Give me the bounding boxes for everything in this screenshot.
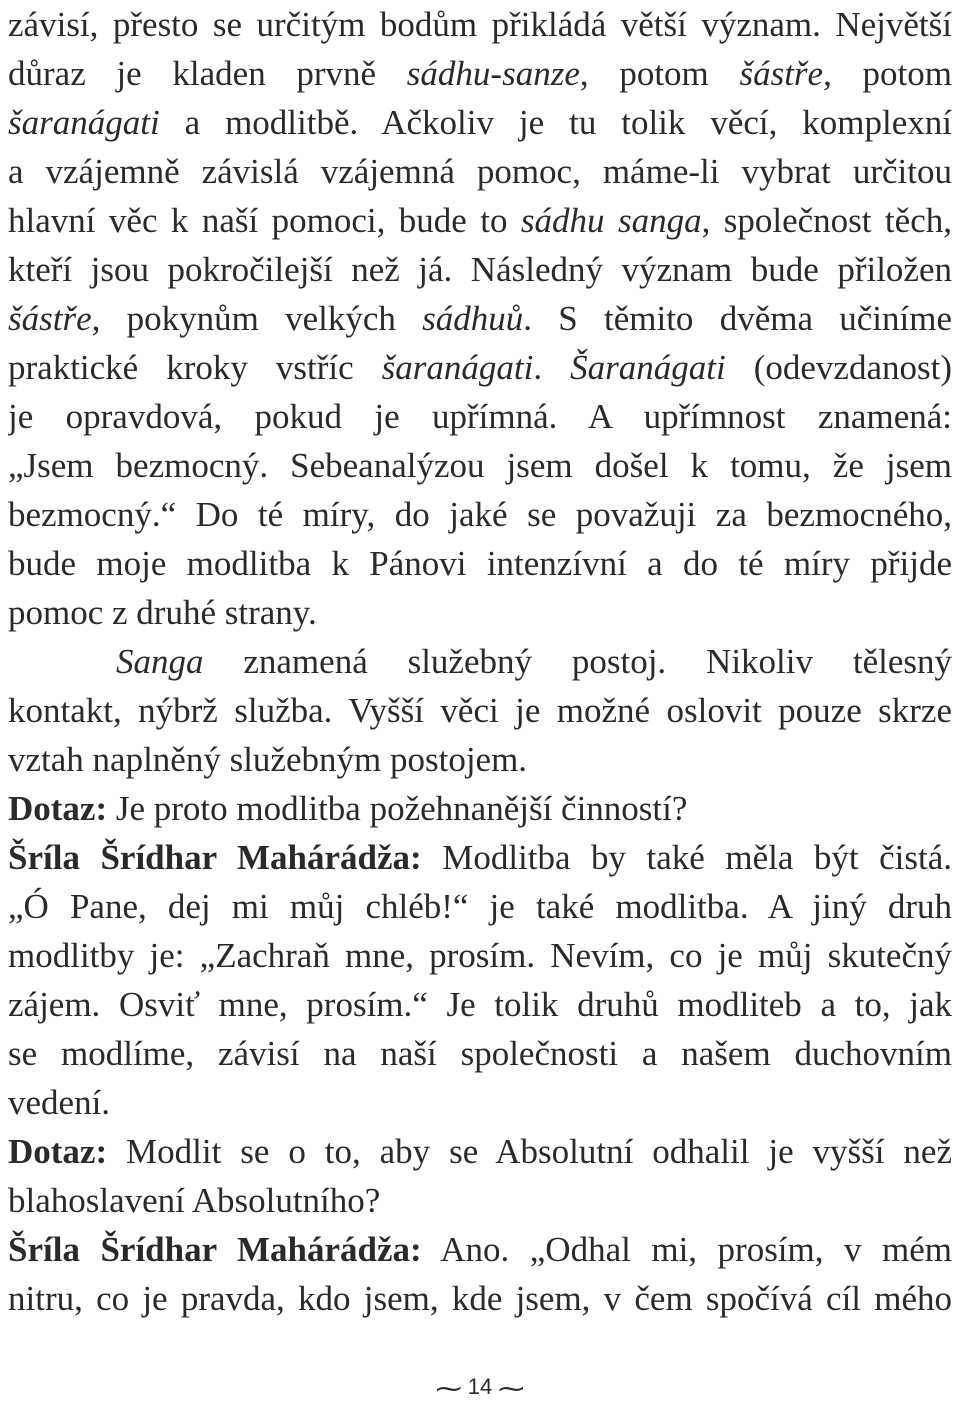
right-swash-ornament: ⁓ [498, 1373, 525, 1404]
speaker-label: Šríla Šrídhar Mahárádža: [8, 1230, 422, 1269]
italic-term: sádhu-sanze [406, 54, 580, 93]
text-run: bezmocný.“ Do té míry, do jaké se považuji za bezmocného, [8, 495, 952, 534]
italic-term: šástře [8, 299, 92, 338]
text-run: , pokynům velkých [91, 299, 423, 338]
text-line [8, 441, 952, 490]
text-run: a modlitbě. Ačkoliv je tu tolik věcí, komplexní [159, 103, 952, 142]
text-run: , společnost těch, [701, 201, 952, 240]
text-line [8, 294, 952, 343]
text-line [8, 1274, 952, 1323]
italic-term: šaranágati [381, 348, 534, 387]
italic-term: sádhuů [422, 299, 524, 338]
text-line [8, 980, 952, 1029]
text-run: vztah naplněný služebným postojem. [8, 740, 528, 779]
text-line [8, 392, 952, 441]
text-line [8, 343, 952, 392]
text-run: kontakt, nýbrž služba. Vyšší věci je možné oslovit pouze skrze [8, 691, 952, 730]
text-run: (odevzdanost) [725, 348, 952, 387]
text-line [8, 49, 952, 98]
text-run: bude moje modlitba k Pánovi intenzívní a do té míry přijde [8, 544, 952, 583]
text-run: zájem. Osviť mne, prosím.“ Je tolik druhů modliteb a to, jak [8, 985, 952, 1024]
text-line [8, 147, 952, 196]
text-run: důraz je kladen prvně [8, 54, 407, 93]
text-run: hlavní věc k naší pomoci, bude to [8, 201, 521, 240]
text-run: „Ó Pane, dej mi můj chléb!“ je také modlitba. A jiný druh [8, 887, 952, 926]
text-run: závisí, přesto se určitým bodům přikládá větší význam. Největší [8, 5, 952, 44]
text-run: Ano. „Odhal mi, prosím, v mém [421, 1230, 952, 1269]
page-footer [0, 1372, 960, 1403]
text-line [8, 882, 952, 931]
text-line [8, 98, 952, 147]
italic-term: šaranágati [8, 103, 160, 142]
text-line [8, 245, 952, 294]
text-run: . [533, 348, 571, 387]
text-run: a vzájemně závislá vzájemná pomoc, máme-li vybrat určitou [8, 152, 952, 191]
text-line [8, 1176, 952, 1225]
text-line [8, 490, 952, 539]
italic-term: šástře [739, 54, 824, 93]
speaker-label: Šríla Šrídhar Mahárádža: [8, 838, 422, 877]
left-swash-ornament: ⁓ [435, 1373, 462, 1404]
speaker-label: Dotaz: [8, 789, 108, 828]
text-line [8, 588, 952, 637]
text-line [8, 735, 952, 784]
italic-term: Šaranágati [570, 348, 726, 387]
speaker-label: Dotaz: [8, 1132, 108, 1171]
text-line [8, 1127, 952, 1176]
text-run: praktické kroky vstříc [8, 348, 382, 387]
text-run: Modlit se o to, aby se Absolutní odhalil je vyšší než [107, 1132, 952, 1171]
italic-term: Sanga [116, 642, 204, 681]
italic-term: sádhu sanga [520, 201, 702, 240]
book-page-text [8, 0, 952, 1323]
text-line [8, 0, 952, 49]
text-line [8, 1029, 952, 1078]
text-line [8, 931, 952, 980]
page-number: 14 [467, 1374, 493, 1399]
text-run: Je proto modlitba požehnanější činností? [107, 789, 688, 828]
text-line [8, 539, 952, 588]
text-line [8, 833, 952, 882]
text-run: , potom [823, 54, 952, 93]
text-run: „Jsem bezmocný. Sebeanalýzou jsem došel k tomu, že jsem [8, 446, 952, 485]
text-run: , potom [579, 54, 740, 93]
text-line [8, 686, 952, 735]
text-run: . S těmito dvěma učiníme [523, 299, 952, 338]
text-line [8, 1078, 952, 1127]
text-line [8, 196, 952, 245]
text-run: Modlitba by také měla být čistá. [421, 838, 952, 877]
text-line [8, 1225, 952, 1274]
text-run: blahoslavení Absolutního? [8, 1181, 381, 1220]
text-run: nitru, co je pravda, kdo jsem, kde jsem, v čem spočívá cíl mého [8, 1279, 952, 1318]
text-line [8, 637, 952, 686]
text-run: znamená služebný postoj. Nikoliv tělesný [203, 642, 952, 681]
text-run: je opravdová, pokud je upřímná. A upřímnost znamená: [8, 397, 952, 436]
text-run: modlitby je: „Zachraň mne, prosím. Nevím, co je můj skutečný [8, 936, 952, 975]
text-run: vedení. [8, 1083, 111, 1122]
text-run: se modlíme, závisí na naší společnosti a našem duchovním [8, 1034, 952, 1073]
text-run: kteří jsou pokročilejší než já. Následný význam bude přiložen [8, 250, 952, 289]
text-line [8, 784, 952, 833]
text-run: pomoc z druhé strany. [8, 593, 317, 632]
